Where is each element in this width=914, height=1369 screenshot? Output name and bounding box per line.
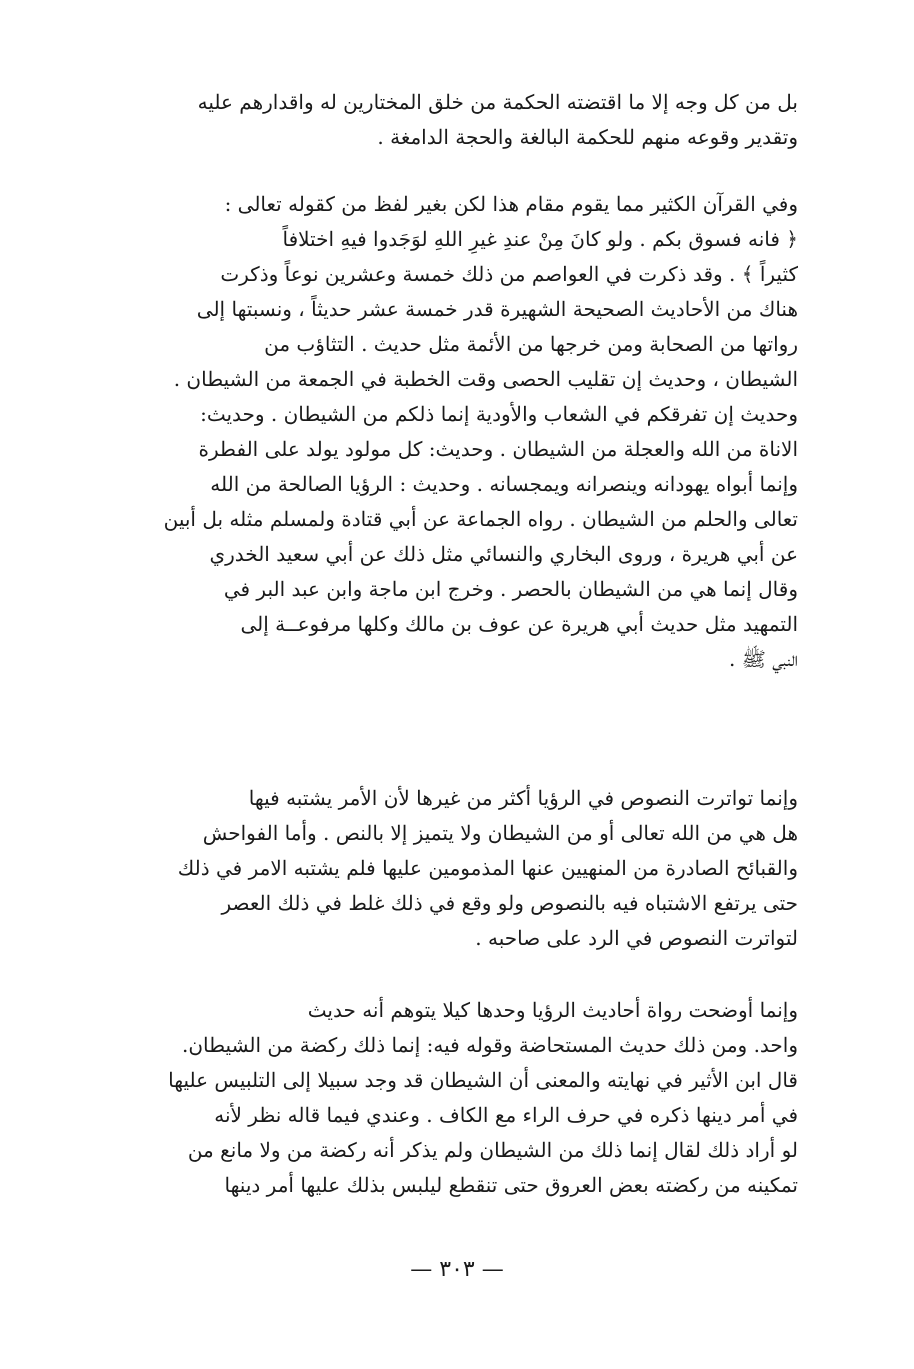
text-line: التمهيد مثل حديث أبي هريرة عن عوف بن مالك وكلها مرفوعــة إلى	[240, 612, 798, 636]
text-line: النبي ﷺ .	[728, 647, 798, 671]
text-line: لو أراد ذلك لقال إنما ذلك من الشيطان ولم يذكر أنه ركضة من ولا مانع من	[187, 1138, 798, 1162]
paragraph-1	[128, 85, 798, 155]
page-number: — ٣٠٣ —	[410, 1257, 504, 1282]
text-line: في أمر دينها ذكره في حرف الراء مع الكاف . وعندي فيما قاله نظر لأنه	[214, 1103, 798, 1127]
text-line: تعالى والحلم من الشيطان . رواه الجماعة عن أبي قتادة ولمسلم مثله بل أبين	[163, 507, 798, 531]
text-line: قال ابن الأثير في نهايته والمعنى أن الشيطان قد وجد سبيلا إلى التلبيس عليها	[168, 1068, 798, 1092]
text-line: هل هي من الله تعالى أو من الشيطان ولا يتميز إلا بالنص . وأما الفواحش	[202, 821, 798, 845]
text-line: لتواترت النصوص في الرد على صاحبه .	[475, 926, 798, 950]
text-line: الشيطان ، وحديث إن تقليب الحصى وقت الخطبة في الجمعة من الشيطان .	[173, 367, 798, 391]
text-line: تمكينه من ركضته بعض العروق حتى تنقطع ليلبس بذلك عليها أمر دينها	[224, 1173, 798, 1197]
paragraph-4	[128, 993, 798, 1203]
text-line: رواتها من الصحابة ومن خرجها من الأئمة مثل حديث . التثاؤب من	[264, 332, 798, 356]
text-line: وقال إنما هي من الشيطان بالحصر . وخرج ابن ماجة وابن عبد البر في	[223, 577, 798, 601]
text-line: وتقدير وقوعه منهم للحكمة البالغة والحجة الدامغة .	[377, 125, 798, 149]
paragraph-2	[128, 187, 798, 677]
text-line: هناك من الأحاديث الصحيحة الشهيرة قدر خمسة عشر حديثاً ، ونسبتها إلى	[196, 297, 798, 321]
text-line: ﴿ فانه فسوق بكم . ولو كانَ مِنْ عندِ غيرِ اللهِ لوَجَدوا فيهِ اختلافاً	[282, 227, 798, 251]
text-line: والقبائح الصادرة من المنهيين عنها المذمومين عليها فلم يشتبه الامر في ذلك	[177, 856, 798, 880]
text-line: وحديث إن تفرقكم في الشعاب والأودية إنما ذلكم من الشيطان . وحديث:	[200, 402, 798, 426]
text-line: بل من كل وجه إلا ما اقتضته الحكمة من خلق المختارين له واقدارهم عليه	[197, 90, 798, 114]
text-line: الاناة من الله والعجلة من الشيطان . وحديث: كل مولود يولد على الفطرة	[198, 437, 798, 461]
text-line: كثيراً ﴾ . وقد ذكرت في العواصم من ذلك خمسة وعشرين نوعاً وذكرت	[220, 262, 798, 286]
text-line: وإنما أوضحت رواة أحاديث الرؤيا وحدها كيلا يتوهم أنه حديث	[307, 998, 798, 1022]
text-line: وإنما تواترت النصوص في الرؤيا أكثر من غيرها لأن الأمر يشتبه فيها	[248, 786, 798, 810]
text-line: حتى يرتفع الاشتباه فيه بالنصوص ولو وقع في ذلك غلط في ذلك العصر	[221, 891, 798, 915]
text-line: وإنما أبواه يهودانه وينصرانه ويمجسانه . وحديث : الرؤيا الصالحة من الله	[210, 472, 798, 496]
paragraph-3	[128, 781, 798, 956]
text-line: واحد. ومن ذلك حديث المستحاضة وقوله فيه: إنما ذلك ركضة من الشيطان.	[182, 1033, 798, 1057]
text-line: عن أبي هريرة ، وروى البخاري والنسائي مثل ذلك عن أبي سعيد الخدري	[209, 542, 798, 566]
text-line: وفي القرآن الكثير مما يقوم مقام هذا لكن بغير لفظ من كقوله تعالى :	[224, 192, 798, 216]
